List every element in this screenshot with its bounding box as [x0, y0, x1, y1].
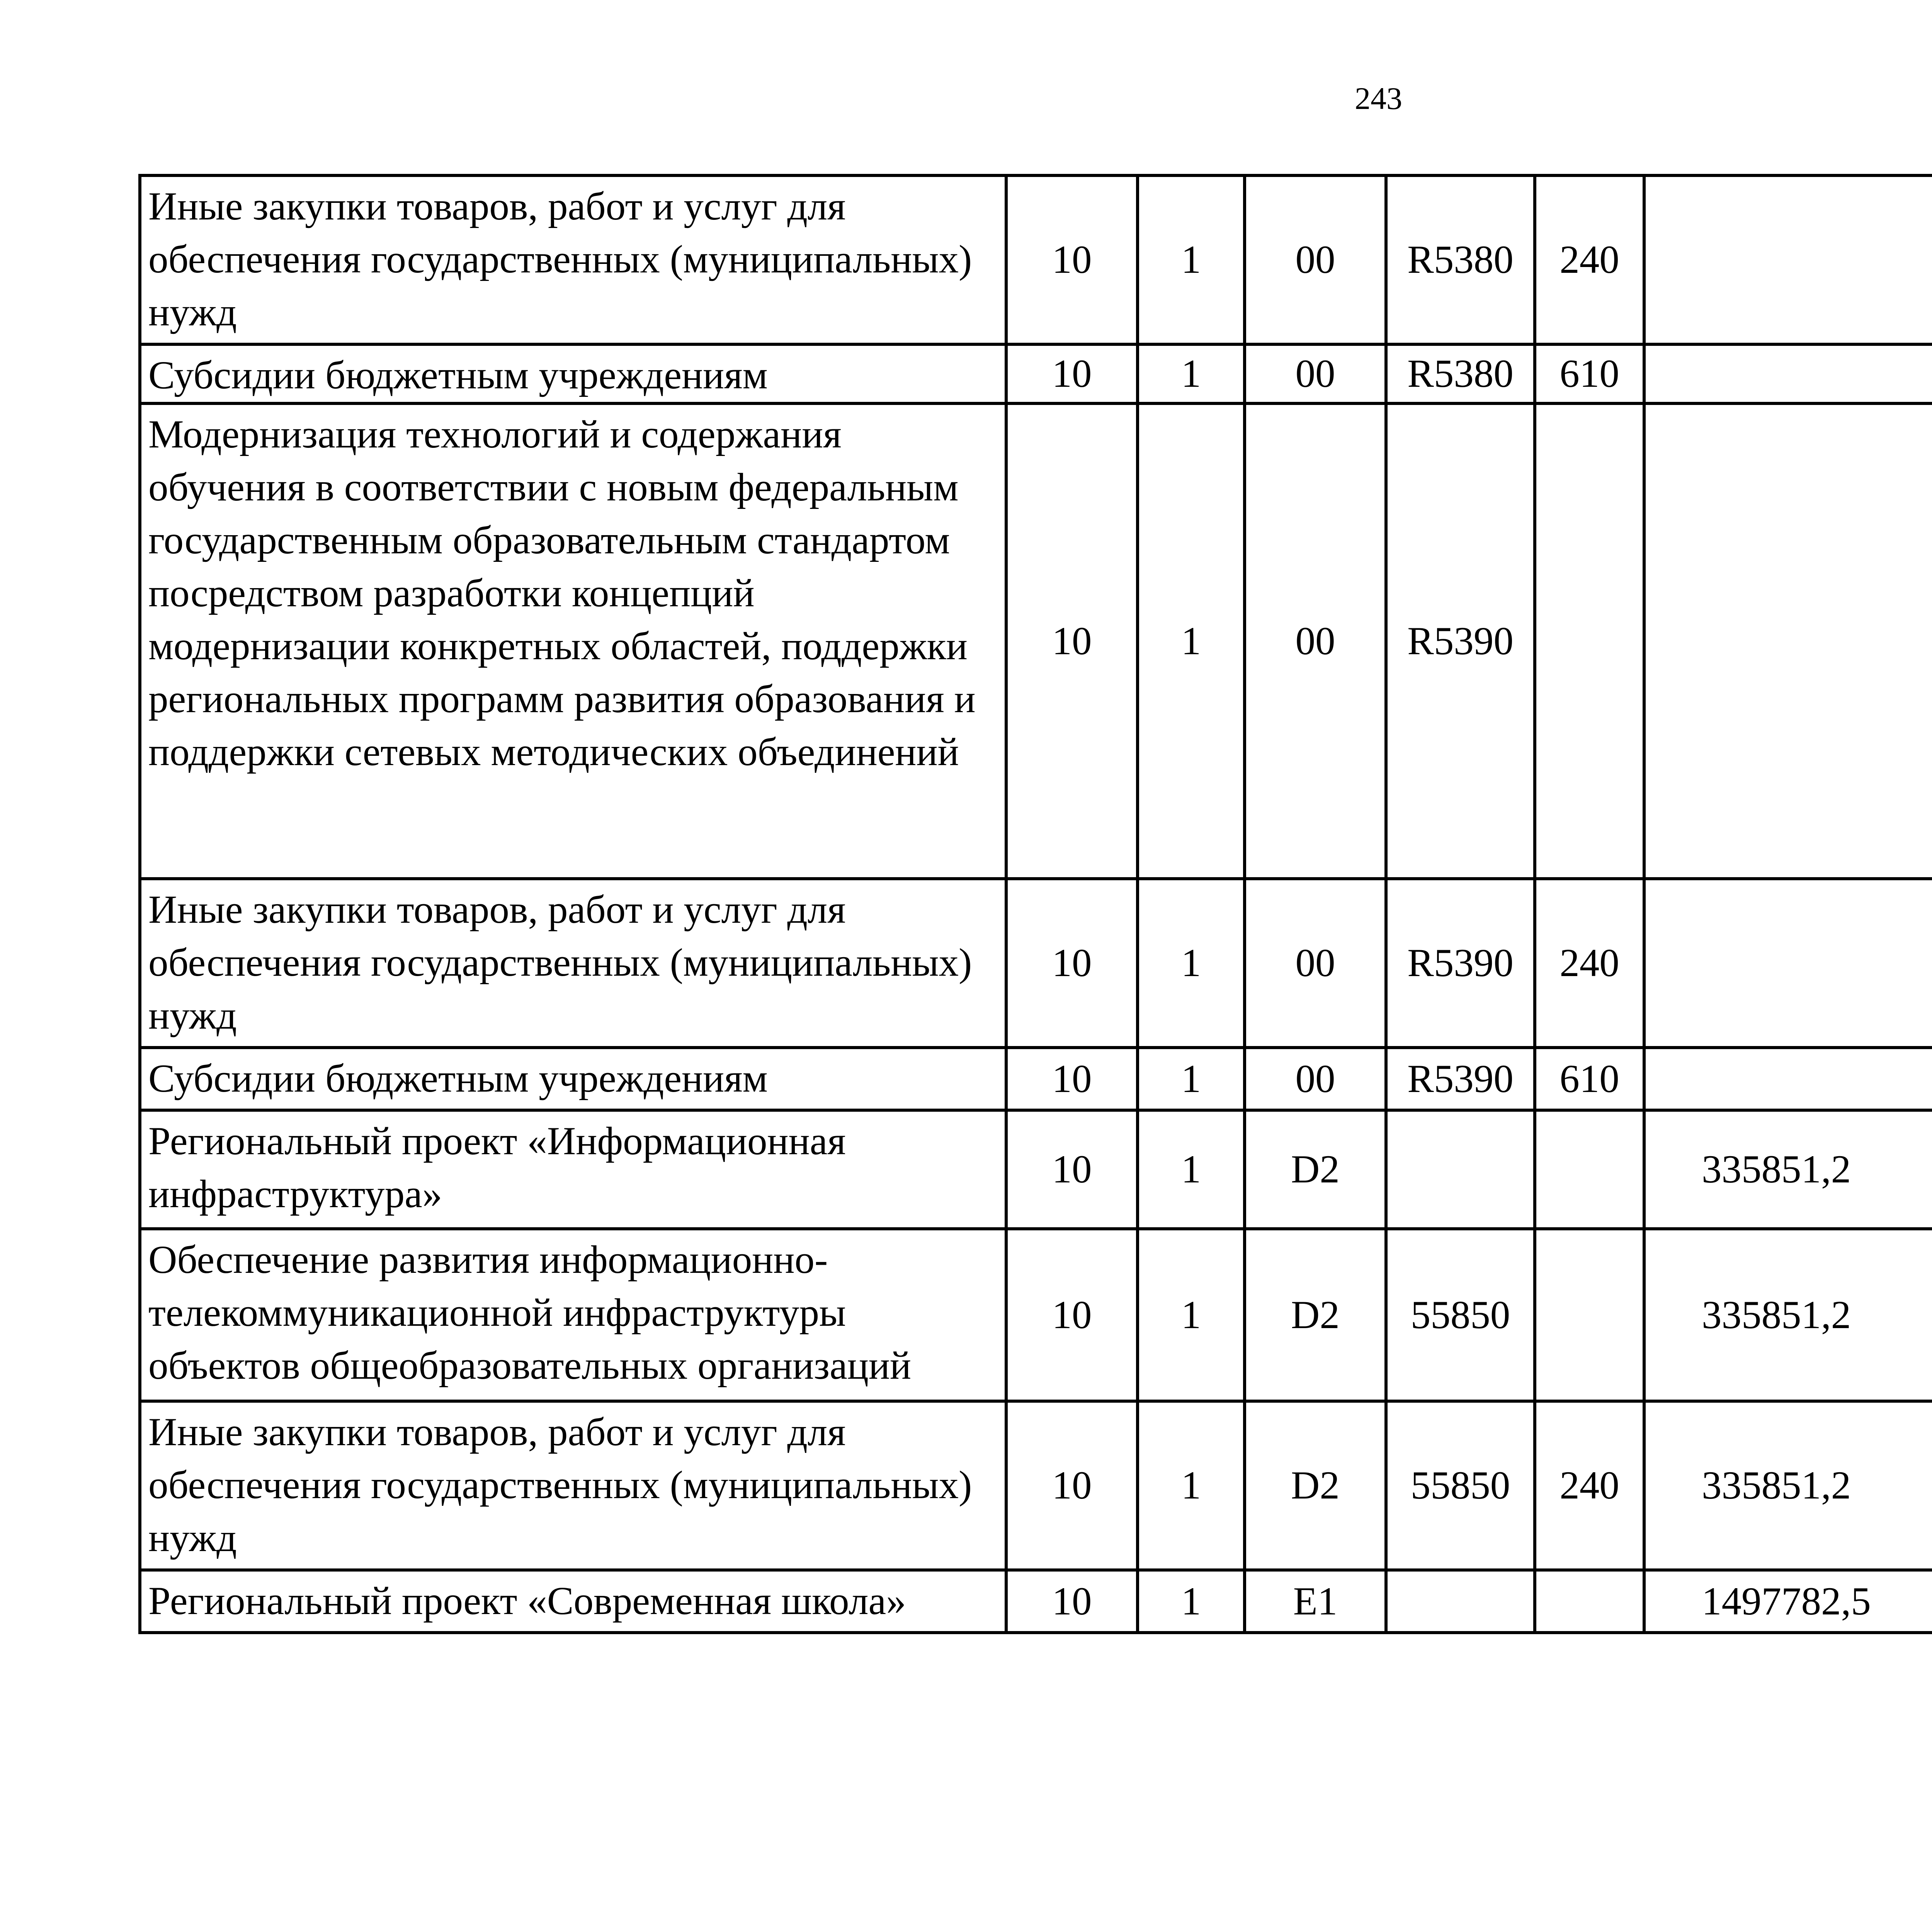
row-section: 10: [1006, 879, 1138, 1048]
row-name: Иные закупки товаров, работ и услуг для обеспечения государственных (муниципальных) нужд: [140, 879, 1006, 1048]
page-number: 243: [1355, 81, 1402, 116]
row-expense-type: 610: [1535, 1048, 1644, 1110]
row-section: 10: [1006, 403, 1138, 879]
row-name: Субсидии бюджетным учреждениям: [140, 1048, 1006, 1110]
row-amount-1: [1644, 879, 1932, 1048]
row-direction: 55850: [1386, 1229, 1535, 1401]
table-row: [140, 879, 1932, 1048]
row-expense-type: 240: [1535, 175, 1644, 344]
row-subsection: 1: [1138, 1401, 1245, 1570]
row-direction: 55850: [1386, 1401, 1535, 1570]
table-row: [140, 1229, 1932, 1401]
table-row: [140, 1401, 1932, 1570]
row-expense-type: 610: [1535, 344, 1644, 403]
row-direction: R5380: [1386, 175, 1535, 344]
row-amount-1: 335851,2: [1644, 1401, 1932, 1570]
row-section: 10: [1006, 1229, 1138, 1401]
row-name: Субсидии бюджетным учреждениям: [140, 344, 1006, 403]
table-row: [140, 403, 1932, 879]
row-direction: R5390: [1386, 879, 1535, 1048]
row-expense-type: [1535, 1229, 1644, 1401]
row-name: Иные закупки товаров, работ и услуг для обеспечения государственных (муниципальных) нужд: [140, 1401, 1006, 1570]
table-row: [140, 1048, 1932, 1110]
row-direction: R5390: [1386, 1048, 1535, 1110]
row-name: Региональный проект «Информационная инфраструктура»: [140, 1110, 1006, 1229]
row-expense-type: 240: [1535, 1401, 1644, 1570]
row-program: D2: [1245, 1110, 1386, 1229]
row-expense-type: [1535, 1570, 1644, 1633]
row-amount-1: 335851,2: [1644, 1229, 1932, 1401]
row-subsection: 1: [1138, 344, 1245, 403]
row-expense-type: [1535, 403, 1644, 879]
table-row: [140, 1570, 1932, 1633]
row-name: Региональный проект «Современная школа»: [140, 1570, 1006, 1633]
budget-table: [138, 174, 1932, 1634]
row-subsection: 1: [1138, 1570, 1245, 1633]
row-amount-1: [1644, 344, 1932, 403]
row-section: 10: [1006, 1401, 1138, 1570]
table-row: [140, 175, 1932, 344]
row-section: 10: [1006, 344, 1138, 403]
row-amount-1: [1644, 1048, 1932, 1110]
row-program: 00: [1245, 344, 1386, 403]
row-section: 10: [1006, 1570, 1138, 1633]
row-amount-1: [1644, 403, 1932, 879]
row-program: 00: [1245, 403, 1386, 879]
row-direction: [1386, 1110, 1535, 1229]
row-amount-1: [1644, 175, 1932, 344]
row-section: 10: [1006, 175, 1138, 344]
row-program: 00: [1245, 175, 1386, 344]
row-program: 00: [1245, 879, 1386, 1048]
row-name: Обеспечение развития информационно-телекоммуникационной инфраструктуры объектов общеобразовательных организаций: [140, 1229, 1006, 1401]
row-expense-type: [1535, 1110, 1644, 1229]
row-program: D2: [1245, 1229, 1386, 1401]
row-name: Модернизация технологий и содержания обучения в соответствии с новым федеральным государственным образовательным стандартом посредством разработки концепций модернизации конкретных областей, поддержки региональных программ развития образования и поддержки сетевых методических объединений: [140, 403, 1006, 879]
row-program: E1: [1245, 1570, 1386, 1633]
row-subsection: 1: [1138, 1110, 1245, 1229]
row-subsection: 1: [1138, 1229, 1245, 1401]
row-subsection: 1: [1138, 1048, 1245, 1110]
row-subsection: 1: [1138, 879, 1245, 1048]
row-direction: [1386, 1570, 1535, 1633]
row-subsection: 1: [1138, 175, 1245, 344]
row-amount-1: 1497782,5: [1644, 1570, 1932, 1633]
row-section: 10: [1006, 1048, 1138, 1110]
row-expense-type: 240: [1535, 879, 1644, 1048]
row-program: 00: [1245, 1048, 1386, 1110]
row-program: D2: [1245, 1401, 1386, 1570]
row-subsection: 1: [1138, 403, 1245, 879]
row-direction: R5390: [1386, 403, 1535, 879]
row-direction: R5380: [1386, 344, 1535, 403]
table-row: [140, 344, 1932, 403]
row-amount-1: 335851,2: [1644, 1110, 1932, 1229]
row-name: Иные закупки товаров, работ и услуг для обеспечения государственных (муниципальных) нужд: [140, 175, 1006, 344]
table-row: [140, 1110, 1932, 1229]
row-section: 10: [1006, 1110, 1138, 1229]
